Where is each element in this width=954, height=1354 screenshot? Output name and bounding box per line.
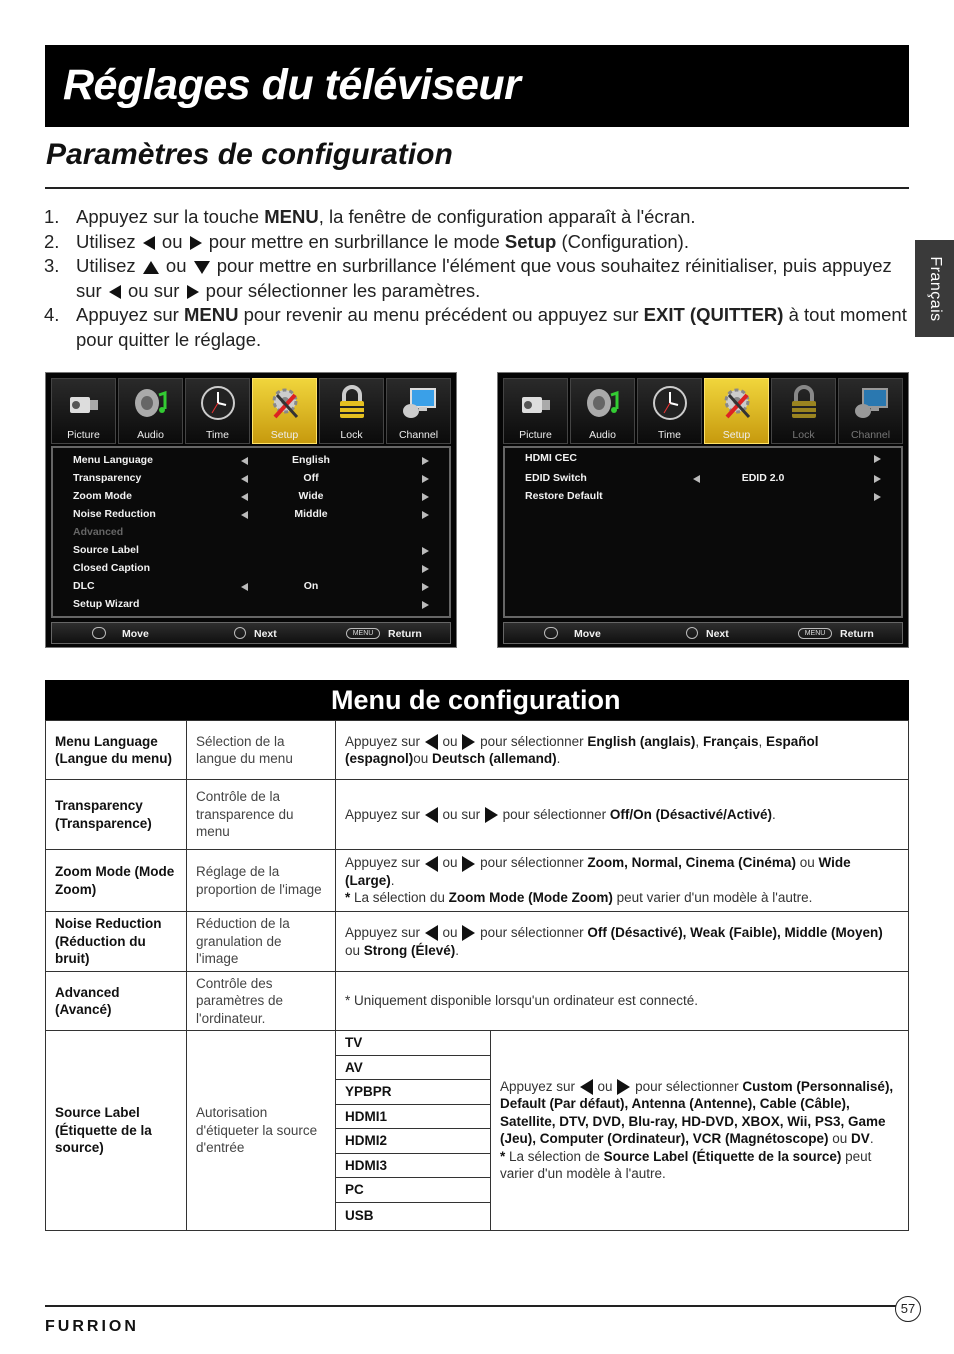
left-arrow-icon — [241, 583, 248, 591]
tab-channel[interactable]: Channel — [386, 378, 451, 444]
tv-menu-panel — [51, 446, 451, 618]
right-arrow-icon — [462, 856, 475, 872]
menu-icon: MENU — [798, 628, 832, 639]
left-arrow-icon — [693, 475, 700, 483]
lock-icon — [334, 385, 370, 421]
left-arrow-icon — [425, 734, 438, 750]
lock-icon — [786, 385, 822, 421]
left-arrow-icon — [241, 493, 248, 501]
brand-logo: FURRION — [45, 1318, 139, 1335]
tv-menu-tabs — [503, 378, 903, 444]
table-row: USB — [46, 1202, 909, 1230]
camcorder-icon — [518, 385, 554, 421]
right-arrow-icon — [617, 1079, 630, 1095]
left-arrow-icon — [425, 807, 438, 823]
step-3: 3. Utilisez ou pour mettre en surbrillance l'élément que vous souhaitez réinitialiser, puis appuyez sur ou sur pour sélectionner les paramètres. — [44, 255, 892, 301]
left-arrow-icon — [425, 856, 438, 872]
config-table — [45, 720, 909, 1231]
right-arrow-icon — [190, 236, 202, 250]
table-row: AV — [46, 1055, 909, 1080]
speaker-music-icon — [133, 385, 169, 421]
next-icon — [234, 627, 246, 639]
tv-menu-row[interactable]: Zoom Mode Wide — [73, 488, 429, 506]
tv-menu-footer: Move Next MENU Return — [51, 622, 451, 644]
right-arrow-icon — [422, 511, 429, 519]
table-row: YPBPR — [46, 1080, 909, 1105]
up-down-icon — [92, 627, 106, 639]
left-arrow-icon — [425, 925, 438, 941]
tab-setup[interactable]: Setup — [252, 378, 317, 444]
tv-menu-row[interactable]: Source Label — [73, 542, 429, 560]
tv-menu-row[interactable]: Noise Reduction Middle — [73, 506, 429, 524]
tab-audio[interactable]: Audio — [570, 378, 635, 444]
title-bar — [45, 45, 909, 127]
tv-menu-row[interactable]: Restore Default — [525, 488, 881, 506]
satellite-monitor-icon — [401, 385, 437, 421]
tv-menu-row[interactable]: Closed Caption — [73, 560, 429, 578]
tab-lock[interactable]: Lock — [319, 378, 384, 444]
table-row: HDMI2 — [46, 1129, 909, 1154]
instruction-steps — [44, 205, 914, 352]
tv-menu-row[interactable]: Transparency Off — [73, 470, 429, 488]
step-1: 1. Appuyez sur la touche MENU, la fenêtre de configuration apparaît à l'écran. — [44, 206, 696, 227]
right-arrow-icon — [422, 457, 429, 465]
table-row: HDMI3 — [46, 1153, 909, 1178]
config-table-heading: Menu de configuration — [45, 680, 909, 720]
page-number: 57 — [895, 1296, 921, 1322]
table-row: Zoom Mode (Mode Zoom) Réglage de la proportion de l'image Appuyez sur ou pour sélectionner Zoom, Normal, Cinema (Cinéma) ou Wide (Large). * La sélection du Zoom Mode (Mode Zoom) peut varier d'un modèle à l'autre. — [46, 850, 909, 912]
tab-time[interactable]: Time — [637, 378, 702, 444]
table-row: HDMI1 — [46, 1104, 909, 1129]
tv-advanced-menu-screenshot — [497, 372, 909, 648]
up-arrow-icon — [143, 261, 159, 274]
right-arrow-icon — [874, 475, 881, 483]
gear-tools-icon — [719, 385, 755, 421]
right-arrow-icon — [874, 493, 881, 501]
right-arrow-icon — [187, 285, 199, 299]
right-arrow-icon — [485, 807, 498, 823]
tab-setup[interactable]: Setup — [704, 378, 769, 444]
right-arrow-icon — [422, 565, 429, 573]
menu-icon: MENU — [346, 628, 380, 639]
tab-time[interactable]: Time — [185, 378, 250, 444]
tv-menu-row[interactable]: HDMI CEC — [525, 450, 881, 468]
clock-icon — [652, 385, 688, 421]
left-arrow-icon — [143, 236, 155, 250]
tv-menu-row[interactable]: DLC On — [73, 578, 429, 596]
right-arrow-icon — [422, 493, 429, 501]
tv-menu-footer: Move Next MENU Return — [503, 622, 903, 644]
left-arrow-icon — [241, 511, 248, 519]
language-tab — [915, 240, 954, 337]
table-row: Noise Reduction (Réduction du bruit) Réduction de la granulation de l'image Appuyez sur ou pour sélectionner Off (Désactivé), Weak (Faible), Middle (Moyen) ou Strong (Élevé). — [46, 912, 909, 972]
table-row: Source Label (Étiquette de la source) Autorisation d'étiqueter la source d'entrée TV Appuyez sur ou pour sélectionner Custom (Personnalisé), Default (Par défaut), Antenna (Antenne), Cable (Câble), Satellite, DTV, DVD, Blu-ray, HD-DVD, XBOX, Wii, PS3, Game (Jeu), Computer (Ordinateur), VCR (Magnétoscope) ou DV. * La sélection de Source Label (Étiquette de la source) peut varier d'un modèle à l'autre. — [46, 1031, 909, 1056]
right-arrow-icon — [422, 475, 429, 483]
tv-menu-row[interactable]: Setup Wizard — [73, 596, 429, 614]
tv-menu-tabs — [51, 378, 451, 444]
footer-divider — [45, 1305, 897, 1307]
right-arrow-icon — [462, 734, 475, 750]
section-subtitle: Paramètres de configuration — [46, 138, 453, 171]
table-row: PC — [46, 1178, 909, 1203]
tv-menu-row[interactable]: Menu Language English — [73, 452, 429, 470]
speaker-music-icon — [585, 385, 621, 421]
tab-audio[interactable]: Audio — [118, 378, 183, 444]
right-arrow-icon — [422, 547, 429, 555]
step-2: 2. Utilisez ou pour mettre en surbrillance le mode Setup (Configuration). — [44, 230, 689, 252]
next-icon — [686, 627, 698, 639]
satellite-monitor-icon — [853, 385, 889, 421]
tv-menu-row: Advanced — [73, 526, 124, 538]
table-row: Menu Language (Langue du menu) Sélection de la langue du menu Appuyez sur ou pour sélectionner English (anglais), Français, Español (espagnol)ou Deutsch (allemand). — [46, 721, 909, 780]
down-arrow-icon — [194, 261, 210, 274]
language-tab-label: Français — [926, 255, 944, 322]
tv-menu-row[interactable]: EDID Switch EDID 2.0 — [525, 470, 881, 488]
page-title: Réglages du téléviseur — [63, 61, 521, 109]
camcorder-icon — [66, 385, 102, 421]
table-row: Advanced (Avancé) Contrôle des paramètres de l'ordinateur. * Uniquement disponible lorsqu'un ordinateur est connecté. — [46, 972, 909, 1031]
right-arrow-icon — [462, 925, 475, 941]
left-arrow-icon — [241, 475, 248, 483]
table-row: Transparency (Transparence) Contrôle de la transparence du menu Appuyez sur ou sur pour sélectionner Off/On (Désactivé/Activé). — [46, 780, 909, 850]
tv-menu-panel — [503, 446, 903, 618]
right-arrow-icon — [874, 455, 881, 463]
clock-icon — [200, 385, 236, 421]
right-arrow-icon — [422, 583, 429, 591]
divider — [45, 187, 909, 189]
step-4: 4. Appuyez sur MENU pour revenir au menu précédent ou appuyez sur EXIT (QUITTER) à tout moment pour quitter le réglage. — [44, 304, 907, 350]
right-arrow-icon — [422, 601, 429, 609]
tab-channel[interactable]: Channel — [838, 378, 903, 444]
tab-picture[interactable]: Picture — [503, 378, 568, 444]
tab-picture[interactable]: Picture — [51, 378, 116, 444]
up-down-icon — [544, 627, 558, 639]
left-arrow-icon — [241, 457, 248, 465]
tab-lock[interactable]: Lock — [771, 378, 836, 444]
gear-tools-icon — [267, 385, 303, 421]
left-arrow-icon — [109, 285, 121, 299]
tv-setup-menu-screenshot — [45, 372, 457, 648]
left-arrow-icon — [580, 1079, 593, 1095]
